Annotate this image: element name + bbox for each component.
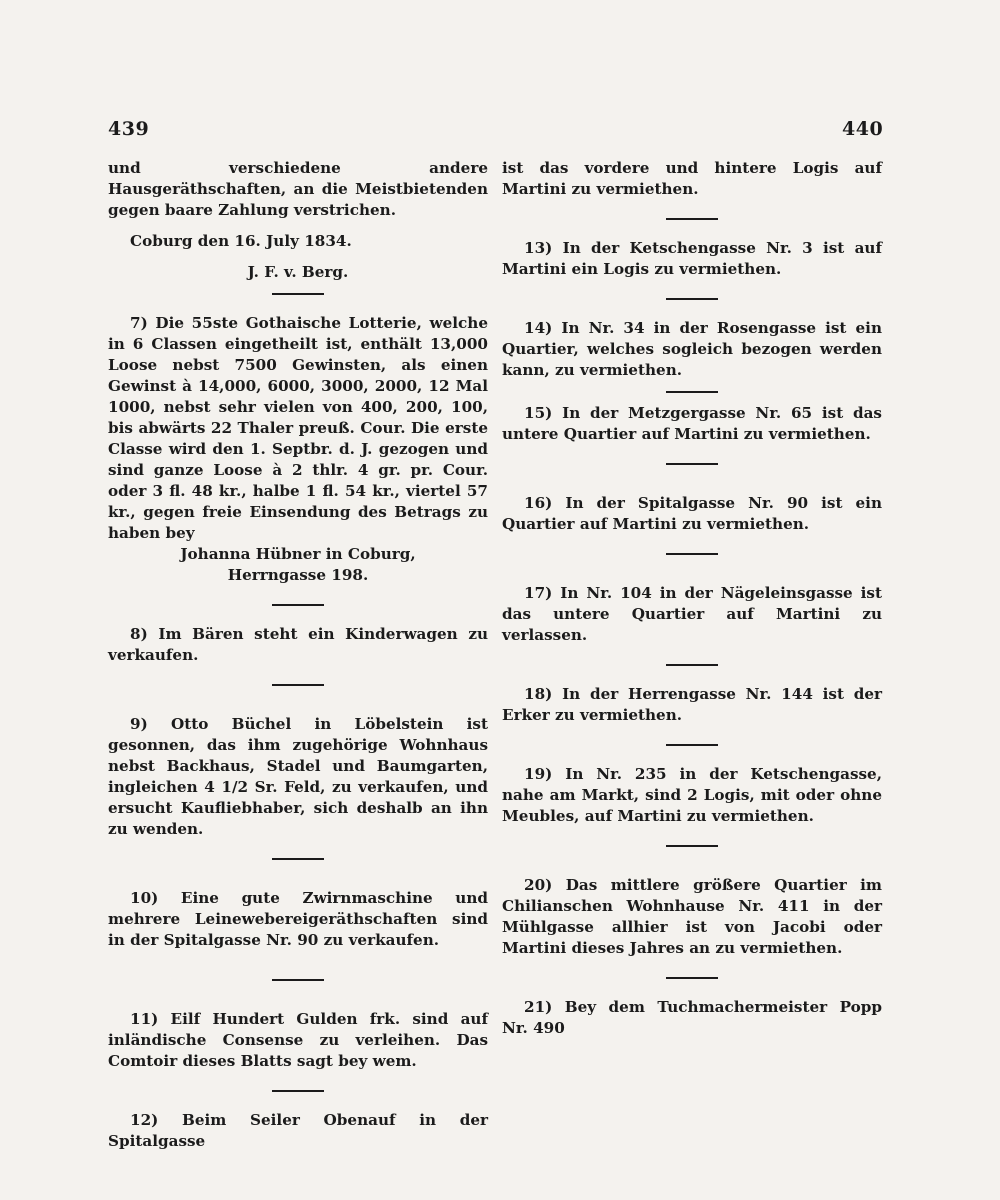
right-intro-text: ist das vordere und hintere Logis auf Martini zu vermiethen. (502, 159, 882, 198)
notice-15: 15) In der Metzgergasse Nr. 65 ist das untere Quartier auf Martini zu vermiethen. (502, 404, 882, 443)
notice-16: 16) In der Spitalgasse Nr. 90 ist ein Quartier auf Martini zu vermiethen. (502, 494, 882, 533)
notice-11: 11) Eilf Hundert Gulden frk. sind auf inländische Consense zu verleihen. Das Comtoir dieses Blatts sagt bey wem. (108, 1010, 488, 1070)
notice-8: 8) Im Bären steht ein Kinderwagen zu verkaufen. (108, 625, 488, 664)
page-number-right: 440 (842, 118, 884, 140)
left-column (108, 158, 488, 1152)
left-intro-text: und verschiedene andere Hausgeräthschaften, an die Meistbietenden gegen baare Zahlung verstrichen. (108, 159, 488, 219)
page-number-left: 439 (108, 118, 150, 140)
notice-10: 10) Eine gute Zwirnmaschine und mehrere Leinewebereigeräthschaften sind in der Spitalgasse Nr. 90 zu verkaufen. (108, 889, 488, 949)
notice-20: 20) Das mittlere größere Quartier im Chilianschen Wohnhause Nr. 411 in der Mühlgasse allhier ist von Jacobi oder Martini dieses Jahres an zu vermiethen. (502, 876, 882, 957)
notice-18: 18) In der Herrengasse Nr. 144 ist der Erker zu vermiethen. (502, 685, 882, 724)
notice-7-seller-name: Johanna Hübner in Coburg, (180, 545, 416, 563)
right-column (502, 158, 882, 1039)
notice-14: 14) In Nr. 34 in der Rosengasse ist ein Quartier, welches sogleich bezogen werden kann, zu vermiethen. (502, 319, 882, 379)
signature: J. F. v. Berg. (247, 263, 349, 281)
notice-7-seller-address: Herrngasse 198. (227, 566, 369, 584)
notice-12: 12) Beim Seiler Obenauf in der Spitalgasse (108, 1111, 488, 1150)
place-date: Coburg den 16. July 1834. (130, 232, 352, 250)
notice-9: 9) Otto Büchel in Löbelstein ist gesonnen, das ihm zugehörige Wohnhaus nebst Backhaus, Stadel und Baumgarten, ingleichen 4 1/2 Sr. Feld, zu verkaufen, und ersucht Kaufliebhaber, sich deshalb an ihn zu wenden. (108, 715, 488, 838)
notice-21: 21) Bey dem Tuchmachermeister Popp Nr. 490 (502, 998, 882, 1037)
notice-7-lottery: 7) Die 55ste Gothaische Lotterie, welche in 6 Classen eingetheilt ist, enthält 13,000 Loose nebst 7500 Gewinsten, als einen Gewinst à 14,000, 6000, 3000, 2000, 12 Mal 1000, nebst sehr vielen von 400, 200, 100, bis abwärts 22 Thaler preuß. Cour. Die erste Classe wird den 1. Septbr. d. J. gezogen und sind ganze Loose à 2 thlr. 4 gr. pr. Cour. oder 3 fl. 48 kr., halbe 1 fl. 54 kr., viertel 57 kr., gegen freie Einsendung des Betrags zu haben bey (108, 314, 488, 542)
notice-13: 13) In der Ketschengasse Nr. 3 ist auf Martini ein Logis zu vermiethen. (502, 239, 882, 278)
notice-17: 17) In Nr. 104 in der Nägeleinsgasse ist das untere Quartier auf Martini zu verlassen. (502, 584, 882, 644)
notice-19: 19) In Nr. 235 in der Ketschengasse, nahe am Markt, sind 2 Logis, mit oder ohne Meubles, auf Martini zu vermiethen. (502, 765, 882, 825)
